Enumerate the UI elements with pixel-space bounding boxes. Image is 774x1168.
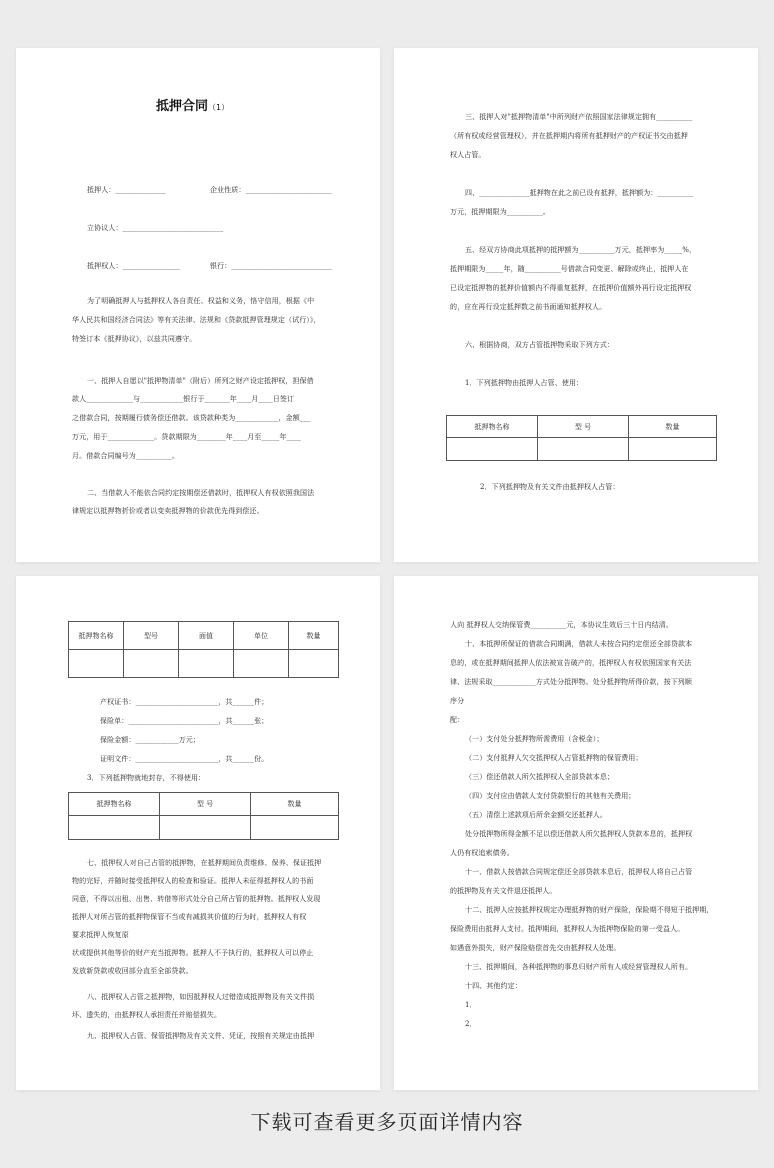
clause-line: 保险费用由抵押人支付。抵押期间，抵押权人为抵押物保险的第一受益人。: [450, 925, 685, 933]
clause-line: 款人_____________与____________银行于_______年____月____日签订: [72, 395, 295, 403]
clause-line: 万元，用于_____________。贷款期限为________年____月至_____年____: [72, 433, 301, 441]
clause-line: （三）偿还借款人所欠抵押权人全部贷款本息；: [465, 773, 615, 781]
clause-line: 的抵押物及有关文件退还抵押人。: [450, 887, 557, 895]
item-line: 1．下列抵押物由抵押人占管、使用：: [465, 379, 584, 387]
preamble-line: 特签订本《抵押协议》，以兹共同遵守。: [72, 335, 197, 343]
party-field: 立协议人：____________________________: [87, 224, 224, 232]
clause-line: 要求抵押人恢复原: [72, 931, 129, 939]
clause-line: （二）支付抵押人欠交抵押权人占管抵押物的保管费用；: [465, 754, 643, 762]
contract-title: 抵押合同（1）: [156, 99, 230, 114]
clause-line: 抵押期限为_____年，随__________号借款合同变更、解除或终止，抵押人在: [450, 265, 689, 273]
clause-line: 如遇意外损失，财产保险赔偿首先交由抵押权人处理。: [450, 944, 621, 952]
table-cell: [289, 650, 339, 678]
clause-line: 九、抵押权人占管、保管抵押物及有关文件、凭证，按照有关规定由抵押: [87, 1032, 315, 1040]
clause-line: 1．: [465, 1001, 477, 1009]
clause-line: 的，应在再行设定抵押数之前书面通知抵押权人。: [450, 303, 607, 311]
enterprise-type-field: 企业性质：________________________: [210, 186, 332, 194]
table-header: 抵押物名称: [447, 416, 538, 438]
cert-line: 产权证书：_______________________，共______件；: [100, 698, 269, 706]
clause-line: 月。借款合同编号为__________。: [72, 452, 179, 460]
item-line: 2．下列抵押物及有关文件由抵押权人占管：: [480, 483, 620, 491]
cert-line: 保险金额：____________万元；: [100, 736, 200, 744]
clause-line: 十四、其他约定：: [465, 982, 522, 990]
clause-line: 万元，抵押期限为__________。: [450, 208, 550, 216]
bank-field: 银行：____________________________: [210, 262, 333, 270]
table-cell: [447, 438, 538, 461]
table-header: 数量: [289, 622, 339, 650]
table-cell: [69, 650, 124, 678]
clause-line: 十、本抵押所保证的借款合同期满，借款人未按合同约定偿还全部贷款本: [465, 640, 693, 648]
clause-line: 已设定抵押物的抵押价值额内不得重复抵押，在抵押价值额外再行设定抵押权: [450, 284, 692, 292]
clause-line: 抵押人对所占管的抵押物保管不当或有减损其价值的行为时，抵押权人有权: [72, 913, 307, 921]
table-cell: [234, 650, 289, 678]
clause-line: （所有权或经营管理权），并在抵押期内将所有抵押财产的产权证书交由抵押: [450, 132, 688, 140]
document-page-1: [16, 48, 380, 562]
document-page-2: [394, 48, 758, 562]
table-cell: [251, 816, 339, 840]
table-cell: [629, 438, 717, 461]
clause-line: 十一、借款人按借款合同规定偿还全部贷款本息后，抵押权人将自己占管: [465, 868, 693, 876]
clause-line: 五、经双方协商此项抵押的抵押额为__________万元，抵押率为_____%，: [465, 246, 697, 254]
table-header: 型号: [124, 622, 179, 650]
clause-line: 发放新贷款或收回部分直至全部贷款。: [72, 967, 193, 975]
clause-line: 之借款合同，按期履行债务偿还借款。该贷款种类为____________，金额___: [72, 414, 311, 422]
table-header: 单位: [234, 622, 289, 650]
mortgagor-field: 抵押人：______________: [87, 186, 166, 194]
table-cell: [160, 816, 251, 840]
table-cell: [69, 816, 160, 840]
table-header: 型 号: [160, 793, 251, 816]
clause-line: 处分抵押物所得金额不足以偿还借款人所欠抵押权人贷款本息的，抵押权: [465, 830, 693, 838]
table-header: 数量: [629, 416, 717, 438]
clause-line: 状或提供其他等价的财产充当抵押物。抵押人不予执行的，抵押权人可以停止: [72, 949, 314, 957]
clause-line: 一、抵押人自愿以"抵押物清单"（附后）所列之财产设定抵押权，担保借: [87, 377, 314, 385]
table-header: 抵押物名称: [69, 622, 124, 650]
preamble-line: 为了明确抵押人与抵押权人各自责任、权益和义务，恪守信用，根据《中: [87, 297, 315, 305]
table-cell: [179, 650, 234, 678]
clause-line: 律规定以抵押物折价或者以变卖抵押物的价款优先得到偿还。: [72, 507, 264, 515]
cert-line: 保险单：_________________________，共______张；: [100, 717, 269, 725]
clause-line: 八、抵押权人占管之抵押物，如因抵押权人过错造成抵押物及有关文件损: [87, 993, 315, 1001]
clause-line: 十二、抵押人应按抵押权规定办理抵押物的财产保险，保险期不得短于抵押期，: [465, 906, 714, 914]
clause-line: 同意，不得以出租、出售、转借等形式处分自己所占管的抵押物。抵押权人发现: [72, 895, 321, 903]
table-header: 面值: [179, 622, 234, 650]
table-header: 数量: [251, 793, 339, 816]
clause-line: （四）支付应由借款人支付贷款银行的其他有关费用；: [465, 792, 636, 800]
clause-line: 二、当借款人不能依合同约定按期偿还借款时，抵押权人有权依照我国法: [87, 489, 315, 497]
clause-line: 四、______________抵押物在此之前已设有抵押，抵押额为：__________: [465, 189, 694, 197]
clause-line: （一）支付处分抵押物所需费用（含税金）；: [465, 735, 604, 743]
document-page-4: [394, 576, 758, 1090]
preamble-line: 华人民共和国经济合同法》等有关法律、法规和《贷款抵押管理规定（试行）》，: [72, 316, 321, 324]
clause-line: 序分: [450, 697, 465, 705]
download-prompt[interactable]: 下载可查看更多页面详情内容: [250, 1110, 524, 1134]
collateral-table-1: [446, 415, 717, 461]
clause-line: 人向 抵押权人交纳保管费__________元，本协议生效后三十日内结清。: [450, 621, 673, 629]
item-line: 3．下列抵押物就地封存，不得使用：: [87, 774, 206, 782]
mortgagee-field: 抵押权人：________________: [87, 262, 181, 270]
table-header: 型 号: [538, 416, 629, 438]
cert-line: 证明文件：_______________________，共______份。: [100, 755, 269, 763]
clause-line: （五）清偿上述款项后所余金额交还抵押人。: [465, 811, 607, 819]
clause-line: 十三、抵押期间，各种抵押物的事息归财产所有人或经营管理权人所有。: [465, 963, 693, 971]
clause-line: 七、抵押权人对自己占管的抵押物，在抵押期间负责维修、保养、保证抵押: [87, 859, 322, 867]
table-cell: [538, 438, 629, 461]
clause-line: 三、抵押人对"抵押物清单"中所列财产依照国家法律规定拥有__________: [465, 113, 693, 121]
clause-line: 息的，或在抵押期间抵押人依法被宣告破产的，抵押权人有权依照国家有关法: [450, 659, 692, 667]
collateral-table-3: [68, 792, 339, 840]
clause-line: 六、根据协商，双方占管抵押物采取下列方式：: [465, 341, 615, 349]
clause-line: 坏、遗失的，由抵押权人承担责任并赔偿损失。: [72, 1011, 222, 1019]
clause-line: 律、法规采取____________方式处分抵押物。处分抵押物所得价款，按下列顺: [450, 678, 692, 686]
clause-line: 2．: [465, 1020, 477, 1028]
clause-line: 物的完好，并随时接受抵押权人的检查和验证。抵押人未征得抵押权人的书面: [72, 877, 314, 885]
table-cell: [124, 650, 179, 678]
document-page-3: [16, 576, 380, 1090]
clause-line: 人仍有权追索债务。: [450, 849, 514, 857]
clause-line: 配：: [450, 716, 465, 724]
collateral-table-2: [68, 621, 339, 678]
table-header: 抵押物名称: [69, 793, 160, 816]
clause-line: 权人占管。: [450, 151, 486, 159]
